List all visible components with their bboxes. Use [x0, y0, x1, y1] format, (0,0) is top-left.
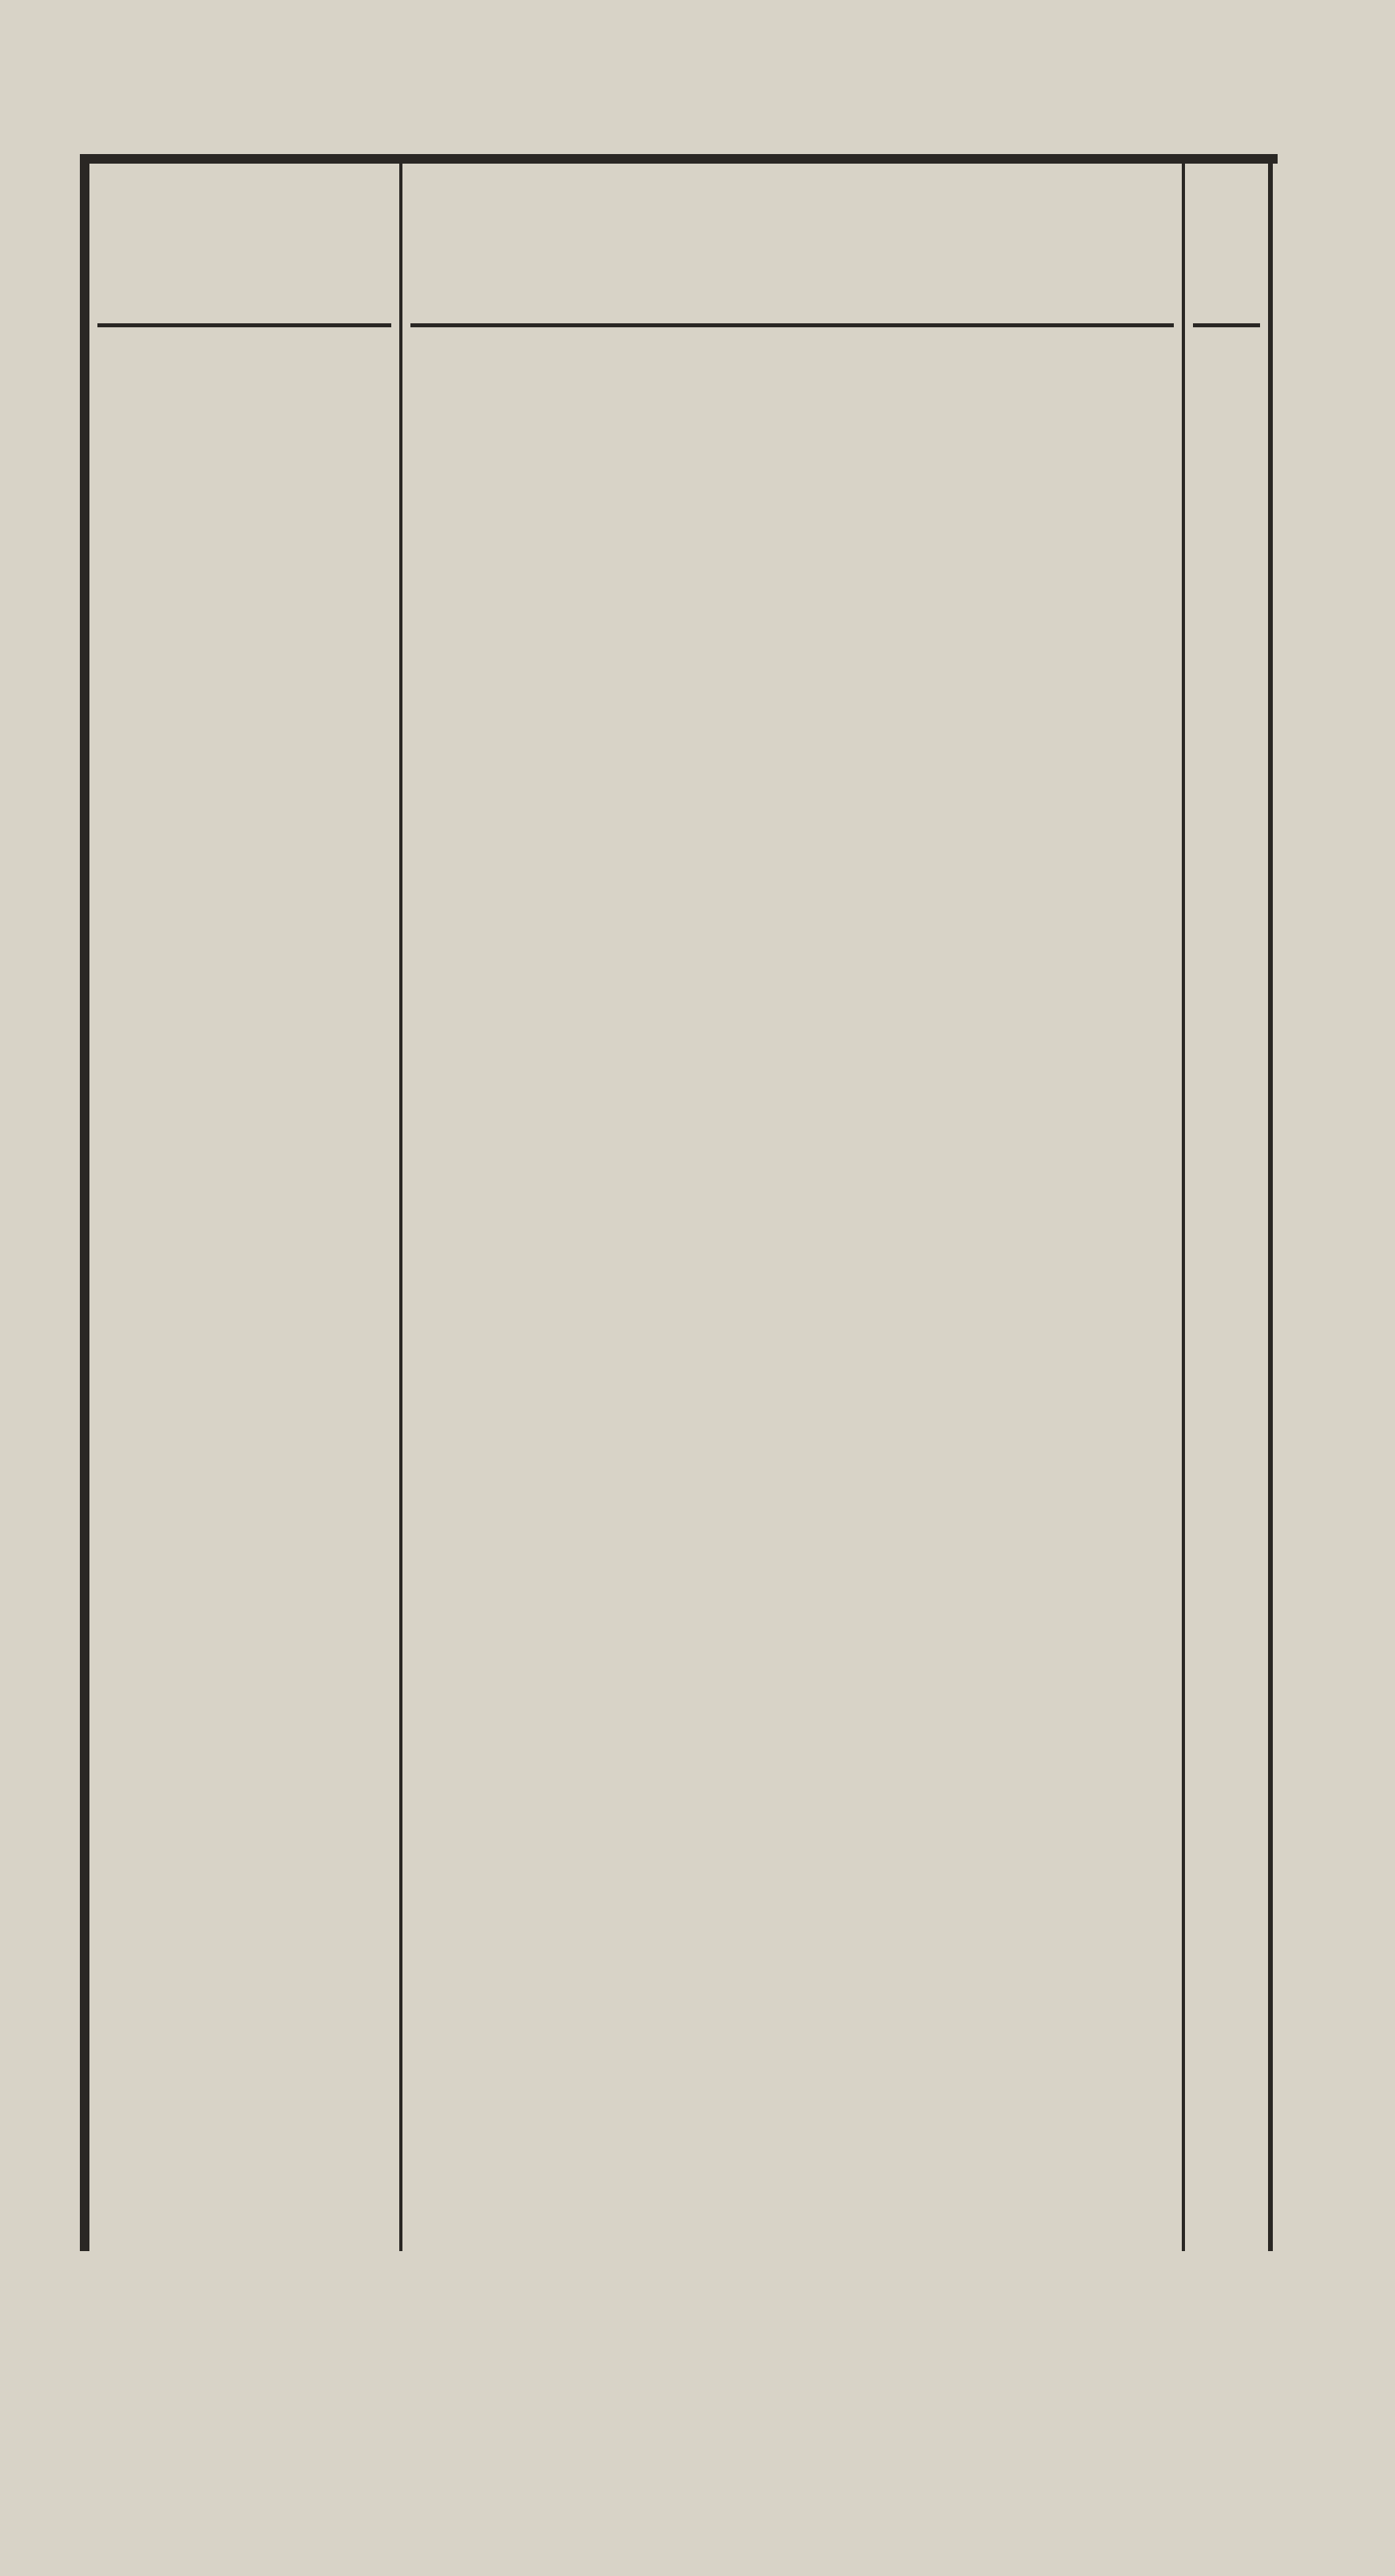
- right-border: [1268, 164, 1273, 2251]
- header-rule-dates: [97, 323, 391, 327]
- index-table: [80, 164, 1278, 2251]
- column-divider-pages: [1182, 164, 1185, 2251]
- column-divider-dates: [399, 164, 402, 2251]
- header-dates: [89, 164, 399, 323]
- left-border: [80, 164, 89, 2251]
- header-pages: [1185, 164, 1268, 323]
- header-rule-pages: [1193, 323, 1260, 327]
- header-analyse: [402, 164, 1182, 323]
- header-rule-analyse: [410, 323, 1174, 327]
- top-rule: [80, 154, 1278, 164]
